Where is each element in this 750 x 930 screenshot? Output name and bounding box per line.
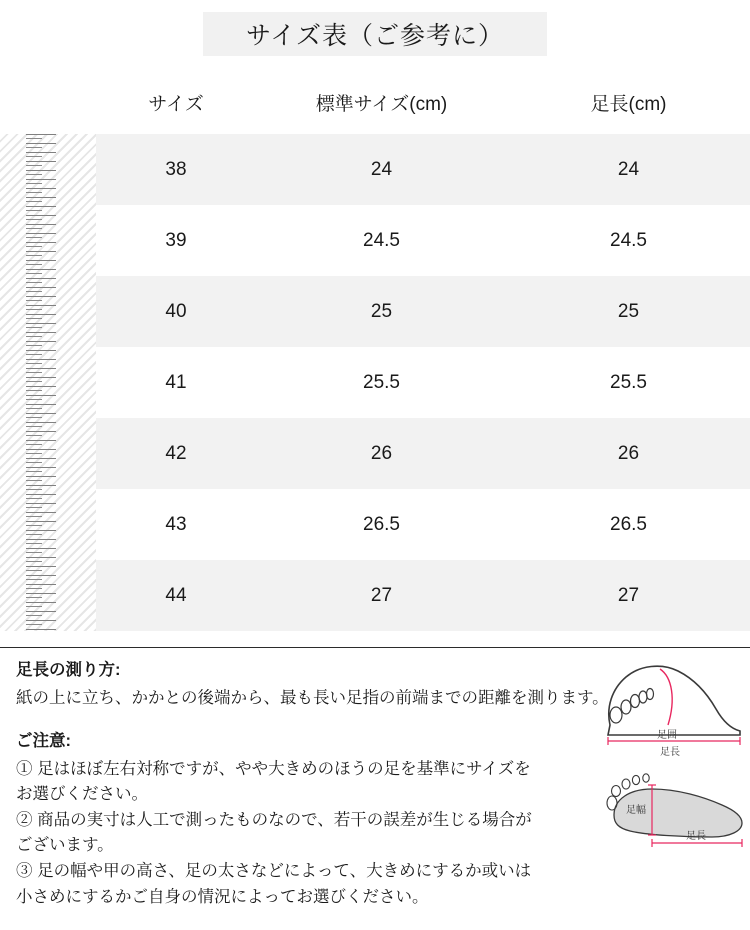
label-foot-length-side: 足長 — [660, 747, 680, 758]
foot-diagram-svg — [600, 655, 750, 885]
notes-gap — [16, 711, 616, 729]
header-cell-standard: 標準サイズ(cm) — [315, 93, 448, 115]
ruler-icon — [0, 134, 96, 631]
cell-standard: 27 — [256, 560, 507, 631]
caution-line-5: ③ 足の幅や甲の高さ、足の太さなどによって、大きめにするか或いは — [16, 861, 532, 880]
measure-heading: 足長の測り方: — [16, 661, 121, 679]
table-header — [0, 70, 750, 134]
measure-text: 紙の上に立ち、かかとの後端から、最も長い足指の前端までの距離を測ります。 — [16, 688, 609, 707]
cell-footlength: 26.5 — [610, 513, 647, 535]
cell-size: 42 — [96, 418, 256, 489]
foot-side-view-icon — [608, 666, 740, 758]
table-row — [0, 134, 750, 205]
cell-size: 43 — [165, 513, 187, 535]
label-foot-width: 足幅 — [626, 805, 646, 816]
label-foot-circumference: 足囲 — [657, 730, 677, 741]
caution-line-3: ② 商品の実寸は人工で測ったものなので、若干の誤差が生じる場合が — [16, 810, 532, 829]
cell-standard: 25.5 — [363, 371, 400, 393]
header-cell-size: サイズ — [148, 93, 204, 115]
cell-footlength: 25 — [507, 276, 750, 347]
size-table — [0, 70, 750, 631]
table-header-row — [0, 70, 750, 134]
caution-line-4: ございます。 — [16, 836, 114, 855]
caution-heading: ご注意: — [16, 732, 71, 751]
title-box — [203, 12, 547, 56]
header-cell-blank — [0, 70, 96, 134]
cell-size: 40 — [96, 276, 256, 347]
table-row — [0, 347, 750, 418]
table-row — [0, 489, 750, 560]
cell-footlength: 24.5 — [610, 229, 647, 251]
label-foot-length-top: 足長 — [686, 831, 706, 842]
caution-line-6: 小さめにするかご自身の情況によってお選びください。 — [16, 887, 429, 906]
ruler-illustration — [0, 134, 96, 631]
cell-size: 41 — [165, 371, 187, 393]
caution-line-2: お選びください。 — [16, 785, 148, 804]
cell-standard: 26 — [256, 418, 507, 489]
table-row — [0, 418, 750, 489]
foot-diagrams — [600, 655, 750, 885]
cell-standard: 25 — [256, 276, 507, 347]
cell-footlength: 25.5 — [610, 371, 647, 393]
cell-footlength: 26 — [507, 418, 750, 489]
foot-top-view-icon — [607, 774, 742, 847]
caution-line-1: ① 足はほぼ左右対称ですが、やや大きめのほうの足を基準にサイズを — [16, 759, 531, 778]
cell-size: 38 — [96, 134, 256, 205]
notes-section — [16, 658, 616, 910]
cell-footlength: 27 — [507, 560, 750, 631]
page-title: サイズ表（ご参考に） — [245, 22, 504, 50]
cell-size: 44 — [96, 560, 256, 631]
table-row — [0, 276, 750, 347]
cell-standard: 24.5 — [363, 229, 400, 251]
cell-size: 39 — [165, 229, 187, 251]
title-area — [0, 0, 750, 62]
size-table-area — [0, 70, 750, 645]
cell-standard: 24 — [256, 134, 507, 205]
table-row — [0, 560, 750, 631]
header-cell-footlength: 足長(cm) — [590, 93, 667, 115]
cell-standard: 26.5 — [363, 513, 400, 535]
table-row — [0, 205, 750, 276]
table-body — [0, 134, 750, 631]
cell-footlength: 24 — [507, 134, 750, 205]
section-divider — [0, 647, 750, 648]
